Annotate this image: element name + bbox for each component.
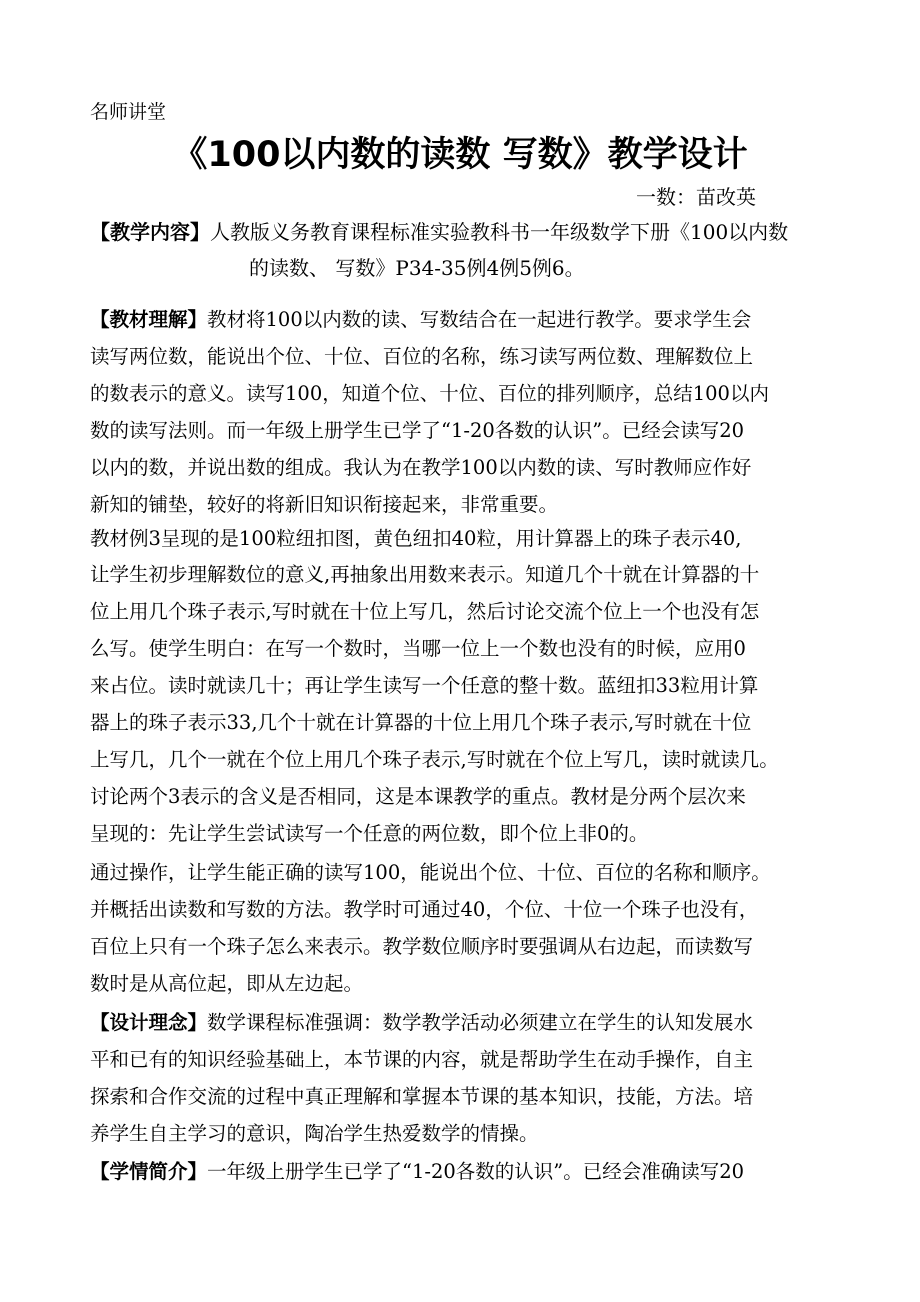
material-line-8: 位上用几个珠子表示,写时就在十位上写几，然后讨论交流个位上一个也没有怎 [90,600,760,623]
material-line-11: 器上的珠子表示33,几个十就在计算器的十位上用几个珠子表示,写时就在十位 [90,711,752,734]
teaching-content-line-1 [90,217,830,247]
material-label: 【教材理解】 [90,308,208,331]
design-line-3: 养学生自主学习的意识，陶冶学生热爱数学的情操。 [90,1122,539,1145]
students-text-0: 一年级上册学生已学了“1-20各数的认识”。已经会准确读写20 [207,1160,745,1183]
material-line-6: 教材例3呈现的是100粒纽扣图，黄色纽扣40粒，用计算器上的珠子表示40, [90,527,742,550]
design-line-1: 平和已有的知识经验基础上，本节课的内容，就是帮助学生在动手操作，自主 [90,1048,754,1071]
material-line-17: 百位上只有一个珠子怎么来表示。教学数位顺序时要强调从右边起，而读数写 [90,935,754,958]
document-title: 《100以内数的读数 写数》教学设计 [172,135,748,175]
author-line: 一数：苗改英 [636,185,756,209]
design-line-0 [90,1008,830,1038]
material-line-1: 读写两位数，能说出个位、十位、百位的名称，练习读写两位数、理解数位上 [90,345,754,368]
material-line-3: 数的读写法则。而一年级上册学生已学了“1-20各数的认识”。已经会读写20 [90,419,745,442]
material-line-5: 新知的铺垫，较好的将新旧知识衔接起来，非常重要。 [90,493,559,516]
material-line-14: 呈现的：先让学生尝试读写一个任意的两位数，即个位上非0的。 [90,822,649,845]
material-line-7: 让学生初步理解数位的意义,再抽象出用数来表示。知道几个十就在计算器的十 [90,563,760,586]
material-line-13: 讨论两个3表示的含义是否相同，这是本课教学的重点。教材是分两个层次来 [90,785,746,808]
material-line-12: 上写几，几个一就在个位上用几个珠子表示,写时就在个位上写几，读时就读几。 [90,748,779,771]
material-line-15: 通过操作，让学生能正确的读写100，能说出个位、十位、百位的名称和顺序。 [90,861,771,884]
design-text-0: 数学课程标准强调：数学教学活动必须建立在学生的认知发展水 [207,1011,754,1034]
brand-label: 名师讲堂 [90,101,167,123]
design-line-2: 探索和合作交流的过程中真正理解和掌握本节课的基本知识，技能，方法。培 [90,1085,754,1108]
teaching-content-text: 人教版义务教育课程标准实验教科书一年级数学下册《100以内数 [210,220,789,244]
students-label: 【学情简介】 [90,1160,208,1183]
material-line-10: 来占位。读时就读几十；再让学生读写一个任意的整十数。蓝纽扣33粒用计算 [90,674,759,697]
material-line-4: 以内的数，并说出数的组成。我认为在教学100以内数的读、写时教师应作好 [90,456,752,479]
teaching-content-label: 【教学内容】 [90,220,210,244]
material-line-18: 数时是从高位起，即从左边起。 [90,972,364,995]
material-text-0: 教材将100以内数的读、写数结合在一起进行教学。要求学生会 [207,308,752,331]
material-line-9: 么写。使学生明白：在写一个数时，当哪一位上一个数也没有的时候，应用0 [90,637,746,660]
material-line-2: 的数表示的意义。读写100，知道个位、十位、百位的排列顺序，总结100以内 [90,382,769,405]
material-line-0 [90,305,830,335]
students-line-0 [90,1157,830,1187]
material-line-16: 并概括出读数和写数的方法。教学时可通过40，个位、十位一个珠子也没有， [90,898,759,921]
teaching-content-line-2: 的读数、 写数》P34-35例4例5例6。 [249,256,585,280]
design-label: 【设计理念】 [90,1011,208,1034]
